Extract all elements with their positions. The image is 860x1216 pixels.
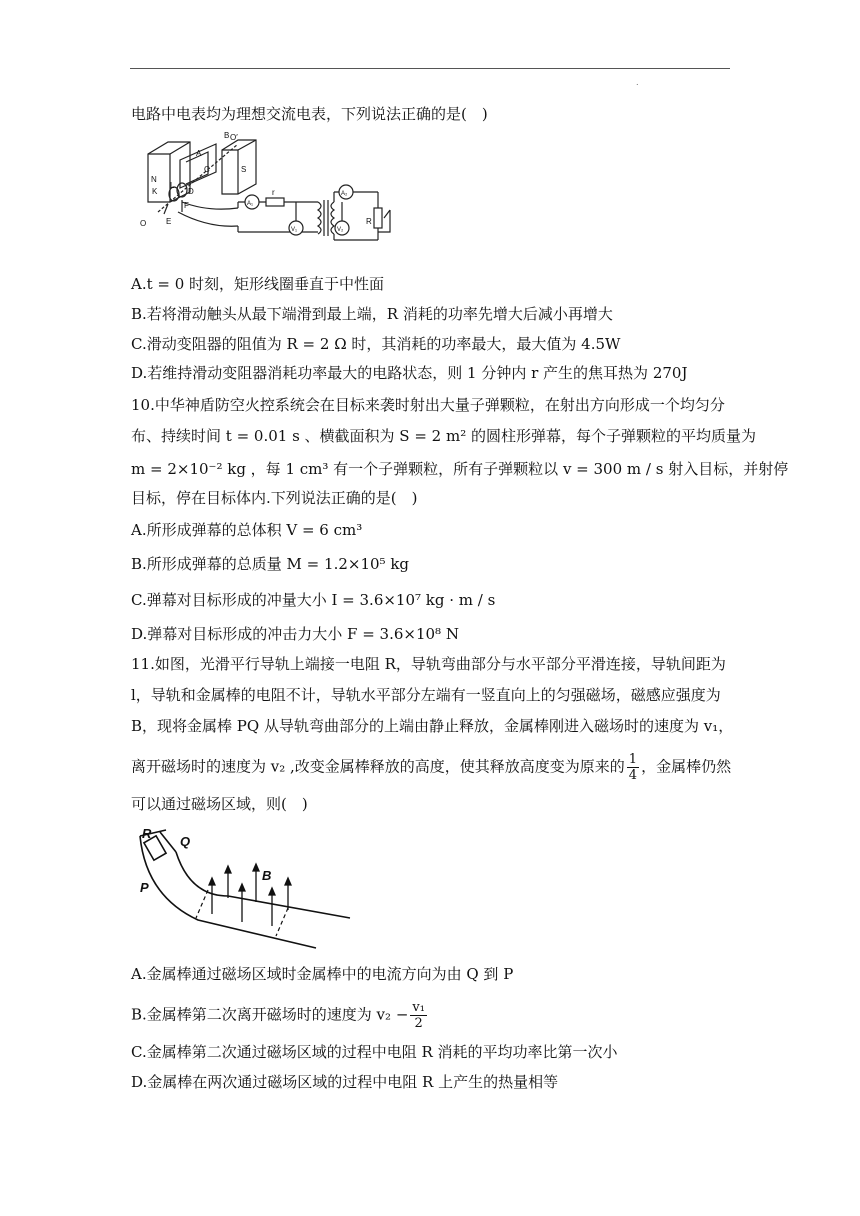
label-A1: A₁ [247, 201, 254, 207]
q11-line-1: 11.如图，光滑平行导轨上端接一电阻 R，导轨弯曲部分与水平部分平滑连接，导轨间距为 [131, 655, 726, 673]
q10-option-b: B.所形成弹幕的总质量 M = 1.2×10⁵ kg [131, 555, 410, 573]
q9-option-c: C.滑动变阻器的阻值为 R = 2 Ω 时，其消耗的功率最大，最大值为 4.5W [131, 335, 621, 353]
label-R: R [142, 826, 152, 841]
label-r: r [272, 188, 275, 197]
q11-line-2: l，导轨和金属棒的电阻不计，导轨水平部分左端有一竖直向上的匀强磁场，磁感应强度为 [131, 686, 721, 704]
label-S: S [241, 165, 247, 174]
header-rule [130, 68, 730, 69]
q9-option-b: B.若将滑动触头从最下端滑到最上端，R 消耗的功率先增大后减小再增大 [131, 305, 613, 323]
label-L: L [170, 181, 175, 190]
q11-option-d: D.金属棒在两次通过磁场区域的过程中电阻 R 上产生的热量相等 [131, 1073, 559, 1091]
q11-option-b-fraction [410, 1000, 427, 1031]
label-D: D [188, 187, 194, 196]
q11-line-4-end: ，金属棒仍然 [641, 757, 732, 776]
q11-line-4-start: 离开磁场时的速度为 v₂ ,改变金属棒释放的高度，使其释放高度变为原来的 [131, 757, 625, 776]
q10-line-3: m = 2×10⁻² kg ，每 1 cm³ 有一个子弹颗粒，所有子弹颗粒以 v = 300 m / s 射入目标，并射停 [131, 460, 789, 478]
label-B: B [224, 132, 230, 140]
q11-option-b [131, 1000, 429, 1031]
label-P: P [140, 880, 149, 895]
label-A2: A₂ [341, 191, 348, 197]
q9-option-d: D.若维持滑动变阻器消耗功率最大的电路状态，则 1 分钟内 r 产生的焦耳热为 270J [131, 364, 688, 382]
q9-generator-circuit-figure [138, 132, 400, 252]
q11-option-b-num: v₁ [412, 1000, 425, 1015]
q10-line-4: 目标，停在目标体内.下列说法正确的是( ) [131, 489, 418, 507]
q10-option-a: A.所形成弹幕的总体积 V = 6 cm³ [131, 521, 363, 539]
q11-rail-figure [138, 826, 358, 956]
q11-fraction-num: 1 [628, 752, 638, 767]
label-C: C [204, 165, 210, 174]
q10-option-c: C.弹幕对目标形成的冲量大小 I = 3.6×10⁷ kg · m / s [131, 591, 496, 609]
q9-stem-tail: 电路中电表均为理想交流电表，下列说法正确的是( ) [131, 105, 488, 123]
label-N: N [151, 175, 157, 184]
q11-fraction [627, 752, 639, 783]
label-V2: V₂ [337, 227, 344, 233]
q11-option-b-text: B.金属棒第二次离开磁场时的速度为 v₂ − [131, 1005, 409, 1024]
q10-option-d: D.弹幕对目标形成的冲击力大小 F = 3.6×10⁸ N [131, 625, 459, 643]
label-V1: V₁ [291, 227, 298, 233]
label-O-prime: O′ [230, 133, 238, 142]
label-F: F [184, 201, 189, 210]
label-E: E [166, 217, 172, 226]
q11-option-a: A.金属棒通过磁场区域时金属棒中的电流方向为由 Q 到 P [131, 965, 514, 983]
label-A: A [196, 149, 202, 158]
q9-option-a: A.t = 0 时刻，矩形线圈垂直于中性面 [131, 275, 385, 293]
q11-line-5: 可以通过磁场区域，则( ) [131, 795, 308, 813]
label-K: K [152, 187, 158, 196]
q11-fraction-den: 4 [628, 768, 638, 783]
header-dot: . [636, 78, 639, 87]
q11-line-4 [131, 752, 731, 783]
label-O: O [140, 219, 147, 228]
q10-line-1: 10.中华神盾防空火控系统会在目标来袭时射出大量子弹颗粒，在射出方向形成一个均匀分 [131, 396, 725, 414]
q11-option-b-den: 2 [414, 1016, 423, 1031]
q11-line-3: B，现将金属棒 PQ 从导轨弯曲部分的上端由静止释放，金属棒刚进入磁场时的速度为 v₁， [131, 717, 734, 735]
label-R: R [366, 217, 372, 226]
q10-line-2: 布、持续时间 t = 0.01 s 、横截面积为 S = 2 m² 的圆柱形弹幕，每个子弹颗粒的平均质量为 [131, 427, 757, 445]
q11-option-c: C.金属棒第二次通过磁场区域的过程中电阻 R 消耗的平均功率比第一次小 [131, 1043, 618, 1061]
label-Q: Q [180, 834, 191, 849]
label-B: B [262, 868, 272, 883]
